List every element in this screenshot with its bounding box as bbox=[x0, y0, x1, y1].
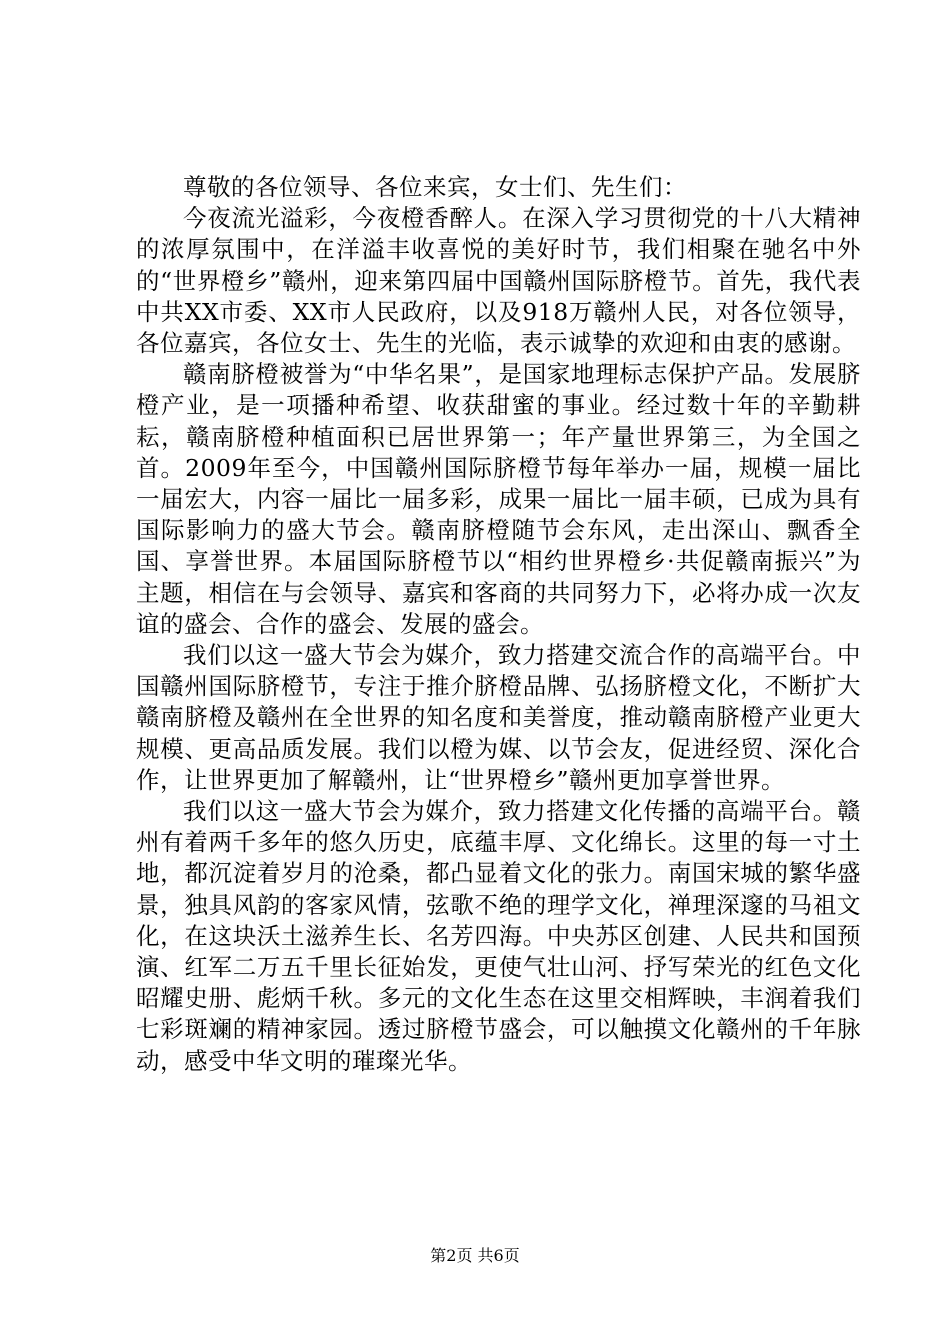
opening-paragraph: 今夜流光溢彩，今夜橙香醉人。在深入学习贯彻党的十八大精神的浓厚氛围中，在洋溢丰收喜悦的美好时节，我们相聚在驰名中外的“世界橙乡”赣州，迎来第四届中国赣州国际脐橙节。首先，我代表中共XX市委、XX市人民政府，以及918万赣州人民，对各位领导，各位嘉宾，各位女士、先生的光临，表示诚挚的欢迎和由衷的感谢。 bbox=[136, 204, 861, 358]
document-body bbox=[136, 172, 861, 1077]
culture-platform-paragraph: 我们以这一盛大节会为媒介，致力搭建文化传播的高端平台。赣州有着两千多年的悠久历史，底蕴丰厚、文化绵长。这里的每一寸土地，都沉淀着岁月的沧桑，都凸显着文化的张力。南国宋城的繁华盛景，独具风韵的客家风情，弦歌不绝的理学文化，禅理深邃的马祖文化，在这块沃土滋养生长、名芳四海。中央苏区创建、人民共和国预演、红军二万五千里长征始发，更使气壮山河、抒写荣光的红色文化昭耀史册、彪炳千秋。多元的文化生态在这里交相辉映，丰润着我们七彩斑斓的精神家园。透过脐橙节盛会，可以触摸文化赣州的千年脉动，感受中华文明的璀璨光华。 bbox=[136, 797, 861, 1075]
exchange-platform-paragraph: 我们以这一盛大节会为媒介，致力搭建交流合作的高端平台。中国赣州国际脐橙节，专注于推介脐橙品牌、弘扬脐橙文化，不断扩大赣南脐橙及赣州在全世界的知名度和美誉度，推动赣南脐橙产业更大规模、更高品质发展。我们以橙为媒、以节会友，促进经贸、深化合作，让世界更加了解赣州，让“世界橙乡”赣州更加享誉世界。 bbox=[136, 641, 861, 794]
salutation-paragraph: 尊敬的各位领导、各位来宾，女士们、先生们： bbox=[183, 173, 687, 201]
page-number-footer: 第2页 共6页 bbox=[430, 1246, 520, 1265]
navel-orange-paragraph: 赣南脐橙被誉为“中华名果”，是国家地理标志保护产品。发展脐橙产业，是一项播种希望、收获甜蜜的事业。经过数十年的辛勤耕耘，赣南脐橙种植面积已居世界第一；年产量世界第三，为全国之首。2009年至今，中国赣州国际脐橙节每年举办一届，规模一届比一届宏大，内容一届比一届多彩，成果一届比一届丰硕，已成为具有国际影响力的盛大节会。赣南脐橙随节会东风，走出深山、飘香全国、享誉世界。本届国际脐橙节以“相约世界橙乡·共促赣南振兴”为主题，相信在与会领导、嘉宾和客商的共同努力下，必将办成一次友谊的盛会、合作的盛会、发展的盛会。 bbox=[136, 360, 861, 638]
